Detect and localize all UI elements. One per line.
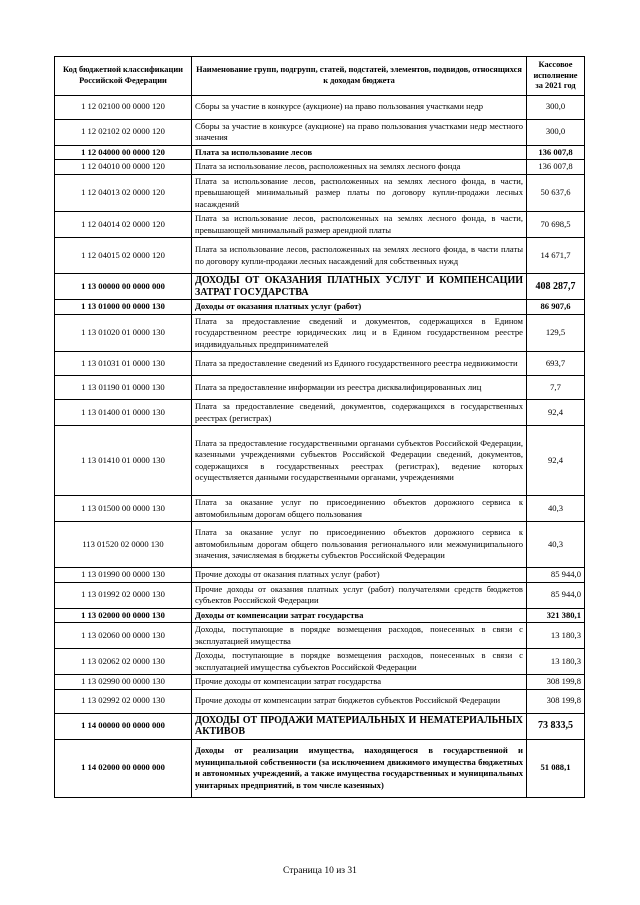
table-row bbox=[55, 713, 585, 739]
table-row bbox=[55, 739, 585, 797]
item-name-cell: Сборы за участие в конкурсе (аукционе) на право пользования участками недр bbox=[192, 95, 527, 119]
item-name-cell: Плата за использование лесов, расположенных на землях лесного фонда, в части платы по договору купли-продажи лесных насаждений для собственных нужд bbox=[192, 238, 527, 274]
amount-cell: 50 637,6 bbox=[527, 174, 585, 212]
amount-cell: 13 180,3 bbox=[527, 649, 585, 675]
amount-cell: 129,5 bbox=[527, 314, 585, 352]
table-row bbox=[55, 400, 585, 426]
table-row bbox=[55, 582, 585, 608]
budget-code-cell: 1 13 02992 02 0000 130 bbox=[55, 689, 192, 713]
table-row bbox=[55, 119, 585, 145]
amount-cell: 7,7 bbox=[527, 376, 585, 400]
budget-code-cell: 1 13 02990 00 0000 130 bbox=[55, 675, 192, 690]
item-name-cell: Плата за оказание услуг по присоединению объектов дорожного сервиса к автомобильным дорогам общего пользования регионального или межмуниципального значения, зачисляемая в бюджеты субъектов Российской Федерации bbox=[192, 522, 527, 568]
budget-code-cell: 1 13 02062 02 0000 130 bbox=[55, 649, 192, 675]
item-name-cell: ДОХОДЫ ОТ ОКАЗАНИЯ ПЛАТНЫХ УСЛУГ И КОМПЕНСАЦИИ ЗАТРАТ ГОСУДАРСТВА bbox=[192, 274, 527, 300]
amount-cell: 308 199,8 bbox=[527, 675, 585, 690]
table-row bbox=[55, 376, 585, 400]
item-name-cell: Плата за предоставление информации из реестра дисквалифицированных лиц bbox=[192, 376, 527, 400]
table-row bbox=[55, 608, 585, 623]
item-name-cell: Плата за использование лесов, расположенных на землях лесного фонда, в части, превышающей минимальный размер платы по договору купли-продажи лесных насаждений bbox=[192, 174, 527, 212]
table-row bbox=[55, 274, 585, 300]
amount-cell: 40,3 bbox=[527, 522, 585, 568]
table-row bbox=[55, 623, 585, 649]
budget-code-cell: 1 13 01031 01 0000 130 bbox=[55, 352, 192, 376]
item-name-cell: Плата за использование лесов, расположенных на землях лесного фонда bbox=[192, 160, 527, 175]
item-name-cell: Плата за использование лесов, расположенных на землях лесного фонда, в части, превышающей минимальный размер арендной платы bbox=[192, 212, 527, 238]
item-name-cell: Доходы от реализации имущества, находящегося в государственной и муниципальной собственности (за исключением движимого имущества бюджетных и автономных учреждений, а также имущества государственных и муниципальных унитарных предприятий, в том числе казенных) bbox=[192, 739, 527, 797]
budget-code-cell: 1 13 01992 02 0000 130 bbox=[55, 582, 192, 608]
amount-cell: 300,0 bbox=[527, 95, 585, 119]
budget-code-cell: 1 12 04014 02 0000 120 bbox=[55, 212, 192, 238]
item-name-cell: Прочие доходы от компенсации затрат бюджетов субъектов Российской Федерации bbox=[192, 689, 527, 713]
table-header-row bbox=[55, 57, 585, 96]
table-row bbox=[55, 675, 585, 690]
amount-cell: 85 944,0 bbox=[527, 582, 585, 608]
amount-cell: 300,0 bbox=[527, 119, 585, 145]
amount-cell: 136 007,8 bbox=[527, 160, 585, 175]
amount-cell: 73 833,5 bbox=[527, 713, 585, 739]
amount-cell: 85 944,0 bbox=[527, 568, 585, 583]
budget-code-cell: 1 13 02060 00 0000 130 bbox=[55, 623, 192, 649]
header-item-name: Наименование групп, подгрупп, статей, подстатей, элементов, подвидов, относящихся к доходам бюджета bbox=[192, 57, 527, 96]
amount-cell: 136 007,8 bbox=[527, 145, 585, 160]
table-row bbox=[55, 314, 585, 352]
table-row bbox=[55, 689, 585, 713]
table-row bbox=[55, 300, 585, 315]
amount-cell: 13 180,3 bbox=[527, 623, 585, 649]
budget-code-cell: 1 12 04013 02 0000 120 bbox=[55, 174, 192, 212]
item-name-cell: ДОХОДЫ ОТ ПРОДАЖИ МАТЕРИАЛЬНЫХ И НЕМАТЕРИАЛЬНЫХ АКТИВОВ bbox=[192, 713, 527, 739]
budget-code-cell: 1 13 01000 00 0000 130 bbox=[55, 300, 192, 315]
amount-cell: 14 671,7 bbox=[527, 238, 585, 274]
amount-cell: 86 907,6 bbox=[527, 300, 585, 315]
budget-code-cell: 1 12 04000 00 0000 120 bbox=[55, 145, 192, 160]
budget-code-cell: 1 12 02102 02 0000 120 bbox=[55, 119, 192, 145]
amount-cell: 308 199,8 bbox=[527, 689, 585, 713]
table-row bbox=[55, 95, 585, 119]
table-row bbox=[55, 145, 585, 160]
amount-cell: 40,3 bbox=[527, 496, 585, 522]
table-row bbox=[55, 212, 585, 238]
budget-code-cell: 1 14 02000 00 0000 000 bbox=[55, 739, 192, 797]
table-row bbox=[55, 238, 585, 274]
amount-cell: 51 088,1 bbox=[527, 739, 585, 797]
item-name-cell: Плата за предоставление сведений, документов, содержащихся в государственных реестрах (регистрах) bbox=[192, 400, 527, 426]
budget-code-cell: 1 13 00000 00 0000 000 bbox=[55, 274, 192, 300]
page-number: Страница 10 из 31 bbox=[283, 866, 357, 876]
budget-code-cell: 1 13 01190 01 0000 130 bbox=[55, 376, 192, 400]
table-body bbox=[55, 95, 585, 797]
item-name-cell: Плата за оказание услуг по присоединению объектов дорожного сервиса к автомобильным дорогам общего пользования bbox=[192, 496, 527, 522]
budget-code-cell: 1 13 01020 01 0000 130 bbox=[55, 314, 192, 352]
table-row bbox=[55, 496, 585, 522]
table-row bbox=[55, 649, 585, 675]
amount-cell: 321 380,1 bbox=[527, 608, 585, 623]
table-row bbox=[55, 352, 585, 376]
item-name-cell: Плата за предоставление сведений из Единого государственного реестра недвижимости bbox=[192, 352, 527, 376]
table-row bbox=[55, 522, 585, 568]
item-name-cell: Доходы, поступающие в порядке возмещения расходов, понесенных в связи с эксплуатацией имущества bbox=[192, 623, 527, 649]
item-name-cell: Доходы от компенсации затрат государства bbox=[192, 608, 527, 623]
header-cash-execution: Кассовое исполнение за 2021 год bbox=[527, 57, 585, 96]
budget-code-cell: 1 13 01990 00 0000 130 bbox=[55, 568, 192, 583]
table-row bbox=[55, 160, 585, 175]
item-name-cell: Доходы от оказания платных услуг (работ) bbox=[192, 300, 527, 315]
amount-cell: 693,7 bbox=[527, 352, 585, 376]
amount-cell: 92,4 bbox=[527, 426, 585, 496]
item-name-cell: Плата за предоставление сведений и документов, содержащихся в Едином государственном реестре юридических лиц и в Едином государственном реестре индивидуальных предпринимателей bbox=[192, 314, 527, 352]
budget-code-cell: 1 14 00000 00 0000 000 bbox=[55, 713, 192, 739]
budget-code-cell: 113 01520 02 0000 130 bbox=[55, 522, 192, 568]
amount-cell: 70 698,5 bbox=[527, 212, 585, 238]
revenue-table bbox=[54, 56, 585, 798]
item-name-cell: Плата за предоставление государственными органами субъектов Российской Федерации, казенными учреждениями субъектов Российской Федерации сведений, документов, содержащихся в государственных реестрах (регистрах), ведение которых осуществляется данными государственными органами, учреждениями bbox=[192, 426, 527, 496]
table-row bbox=[55, 174, 585, 212]
item-name-cell: Прочие доходы от оказания платных услуг (работ) получателями средств бюджетов субъектов Российской Федерации bbox=[192, 582, 527, 608]
budget-code-cell: 1 13 01500 00 0000 130 bbox=[55, 496, 192, 522]
item-name-cell: Прочие доходы от компенсации затрат государства bbox=[192, 675, 527, 690]
table-row bbox=[55, 568, 585, 583]
budget-code-cell: 1 12 04015 02 0000 120 bbox=[55, 238, 192, 274]
amount-cell: 408 287,7 bbox=[527, 274, 585, 300]
item-name-cell: Плата за использование лесов bbox=[192, 145, 527, 160]
budget-code-cell: 1 12 02100 00 0000 120 bbox=[55, 95, 192, 119]
item-name-cell: Сборы за участие в конкурсе (аукционе) на право пользования участками недр местного значения bbox=[192, 119, 527, 145]
budget-code-cell: 1 13 01400 01 0000 130 bbox=[55, 400, 192, 426]
budget-code-cell: 1 12 04010 00 0000 120 bbox=[55, 160, 192, 175]
item-name-cell: Доходы, поступающие в порядке возмещения расходов, понесенных в связи с эксплуатацией имущества субъектов Российской Федерации bbox=[192, 649, 527, 675]
item-name-cell: Прочие доходы от оказания платных услуг (работ) bbox=[192, 568, 527, 583]
header-budget-code: Код бюджетной классификации Российской Федерации bbox=[55, 57, 192, 96]
amount-cell: 92,4 bbox=[527, 400, 585, 426]
table-row bbox=[55, 426, 585, 496]
budget-code-cell: 1 13 01410 01 0000 130 bbox=[55, 426, 192, 496]
budget-code-cell: 1 13 02000 00 0000 130 bbox=[55, 608, 192, 623]
